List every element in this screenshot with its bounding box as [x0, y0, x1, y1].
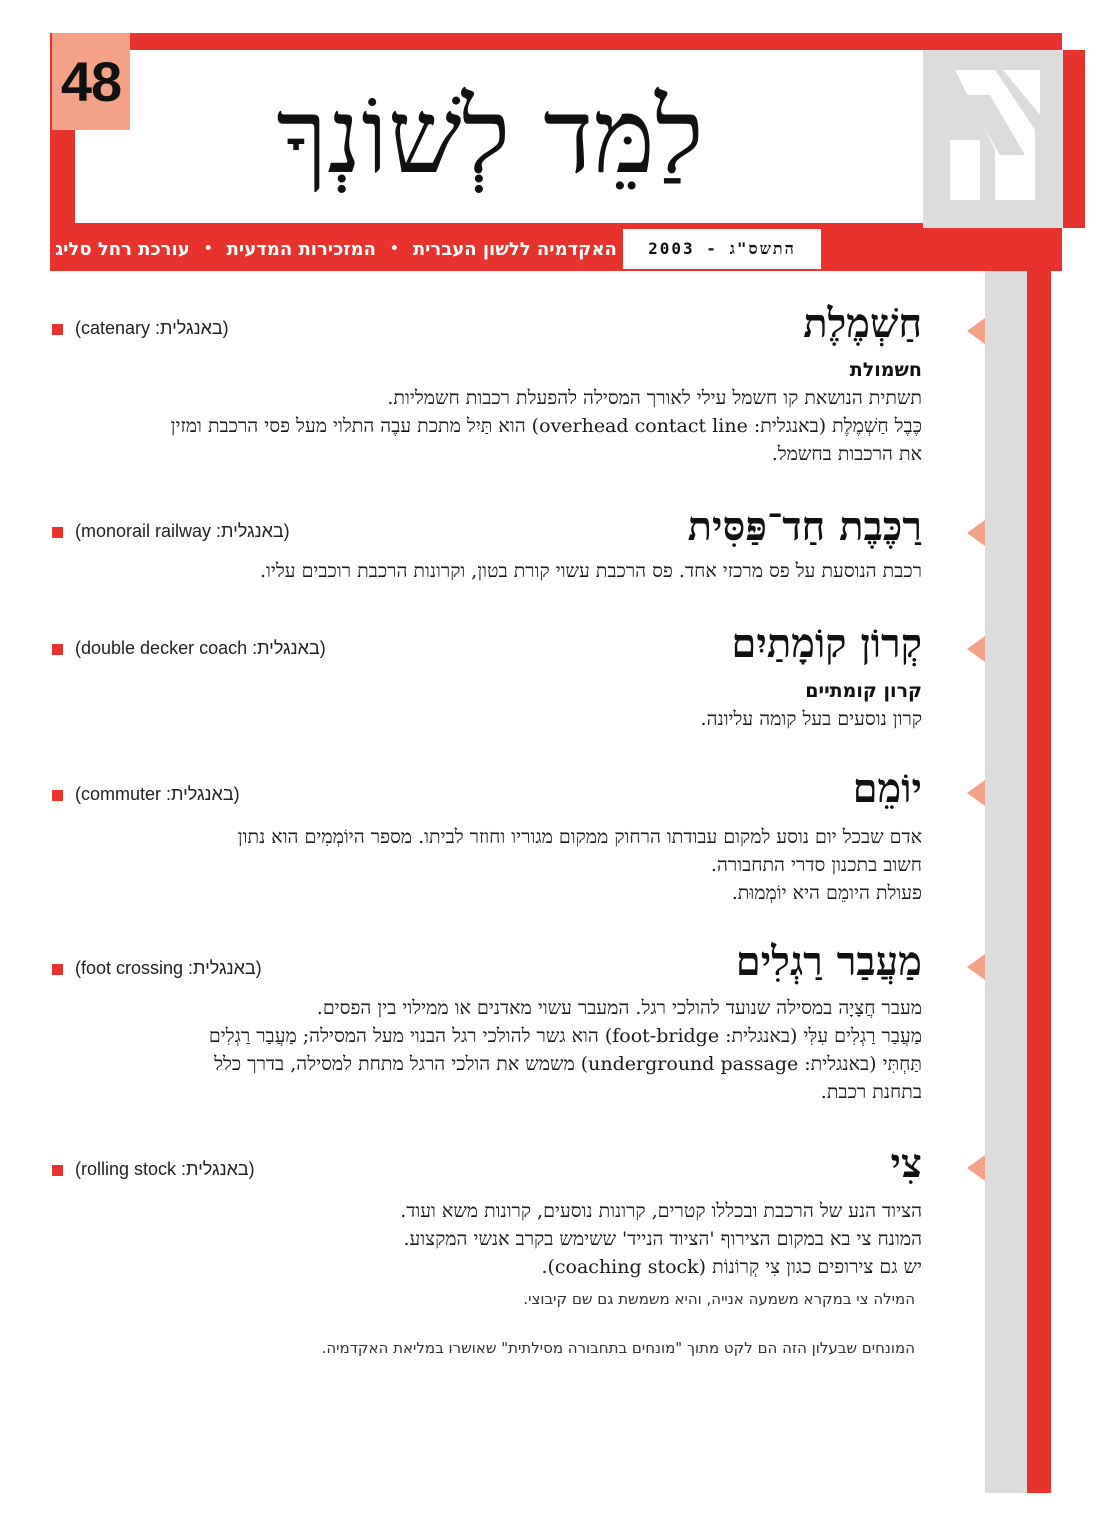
entry-arrow-icon — [967, 318, 985, 344]
entry-term: צִי — [890, 1140, 922, 1187]
definition-line: יש גם צירופים כגון צִי קְרוֹנוֹת (coaching stock). — [541, 1256, 922, 1278]
entry-definition — [701, 705, 922, 733]
entry-english: (commuter :באנגלית) — [52, 784, 240, 805]
side-red-stripe — [1027, 228, 1051, 1493]
entry-term: קְרוֹן קוֹמָתַיִם — [731, 620, 922, 667]
square-bullet-icon — [52, 1165, 63, 1176]
square-bullet-icon — [52, 790, 63, 801]
square-bullet-icon — [52, 527, 63, 538]
entry-definition — [260, 557, 922, 585]
definition-line: תשתית הנושאת קו חשמל עילי לאורך המסילה להפעלת רכבות חשמליות. — [387, 387, 922, 409]
entry-arrow-icon — [967, 954, 985, 980]
entry-arrow-icon — [967, 520, 985, 546]
definition-line: המונח צי בא במקום הצירוף 'הציוד הנייד' ששימש בקרב אנשי המקצוע. — [403, 1228, 922, 1250]
academy-logo-icon — [935, 60, 1055, 210]
secretariat-name: המזכירות המדעית — [226, 238, 376, 260]
entry-english: (foot crossing :באנגלית) — [52, 958, 262, 979]
publisher-band — [50, 228, 622, 270]
issue-number: 48 — [52, 33, 130, 130]
entry-subterm: חשמולת — [849, 359, 922, 381]
entry-definition — [400, 1197, 922, 1281]
header-red-stripe — [1062, 50, 1085, 228]
definition-line: חשוב בתכנון סדרי התחבורה. — [710, 854, 922, 876]
definition-line: מעבר חֲצָיָה במסילה שנועד להולכי רגל. המעבר עשוי מאדנים או ממילוי בין הפסים. — [316, 997, 922, 1019]
entry-english: (double decker coach :באנגלית) — [52, 638, 326, 659]
square-bullet-icon — [52, 324, 63, 335]
definition-line: אדם שבכל יום נוסע למקום עבודתו הרחוק ממקום מגוריו וחוזר לביתו. מספר היוֹמְמִים הוא נתון — [237, 826, 922, 848]
editor-name: עורכת רחל סליג — [55, 238, 190, 260]
entry-english: (rolling stock :באנגלית) — [52, 1159, 255, 1180]
definition-line: קרון נוסעים בעל קומה עליונה. — [700, 708, 922, 730]
entry-arrow-icon — [967, 1155, 985, 1181]
entry-definition — [238, 823, 922, 907]
entry-term: חַשְׁמֶלֶת — [803, 300, 922, 347]
entry-english: (catenary :באנגלית) — [52, 318, 229, 339]
definition-line: פעולת היומֵם היא יוֹמְמוּת. — [731, 882, 922, 904]
square-bullet-icon — [52, 644, 63, 655]
definition-line: בתחנת רכבת. — [820, 1081, 922, 1103]
academy-name: האקדמיה ללשון העברית — [412, 238, 617, 260]
definition-line: הציוד הנע של הרכבת ובכללו קטרים, קרונות נוסעים, קרונות משא ועוד. — [400, 1200, 922, 1222]
entry-arrow-icon — [967, 636, 985, 662]
entry-subterm: קרון קומתיים — [805, 680, 922, 702]
definition-line: כֶּבֶל חַשְׁמֶלֶת (באנגלית: overhead contact line) הוא תַּיִל מתכת עבֶה התלוי מעל פסי הרכבת ומזין — [170, 415, 922, 437]
entry-definition — [171, 384, 922, 468]
entry-term: מַעֲבַר רַגְלִים — [735, 938, 922, 985]
definition-line: רכבת הנוסעת על פס מרכזי אחד. פס הרכבת עשוי קורת בטון, וקרונות הרכבת רוכבים עליו. — [260, 560, 922, 582]
band-separator: • — [389, 241, 399, 257]
definition-line: מַעֲבַר רַגְלִים עִלִּי (באנגלית: foot-bridge) הוא גשר להולכי רגל הבנוי מעל המסילה; מַעֲבַר רַגְלִים — [208, 1025, 922, 1047]
entry-term: יוֹמֵם — [852, 765, 922, 812]
band-separator: • — [203, 241, 213, 257]
definition-line: את הרכבות בחשמל. — [771, 443, 922, 465]
issue-date: התשס"ג - 2003 — [622, 228, 822, 270]
entry-arrow-icon — [967, 780, 985, 806]
footer-note: המונחים שבעלון הזה הם לקט מתוך "מונחים בתחבורה מסילתית" שאושרו במליאת האקדמיה. — [321, 1339, 915, 1357]
entry-english: (monorail railway :באנגלית) — [52, 521, 290, 542]
entry-definition — [209, 994, 922, 1106]
side-gray-column — [985, 228, 1027, 1493]
masthead-title: לַמֵּד לְשׁוֹנְךָ — [276, 75, 704, 197]
definition-line: תַּחְתִּי (באנגלית: underground passage) משמש את הולכי הרגל מתחת למסילה, בדרך כלל — [214, 1053, 922, 1075]
entry-term: רַכֶּבֶת חַד־פַּסִּית — [687, 503, 922, 550]
entry-note: המילה צי במקרא משמעה אנייה, והיא משמשת גם שם קיבוצי. — [523, 1290, 915, 1308]
square-bullet-icon — [52, 964, 63, 975]
